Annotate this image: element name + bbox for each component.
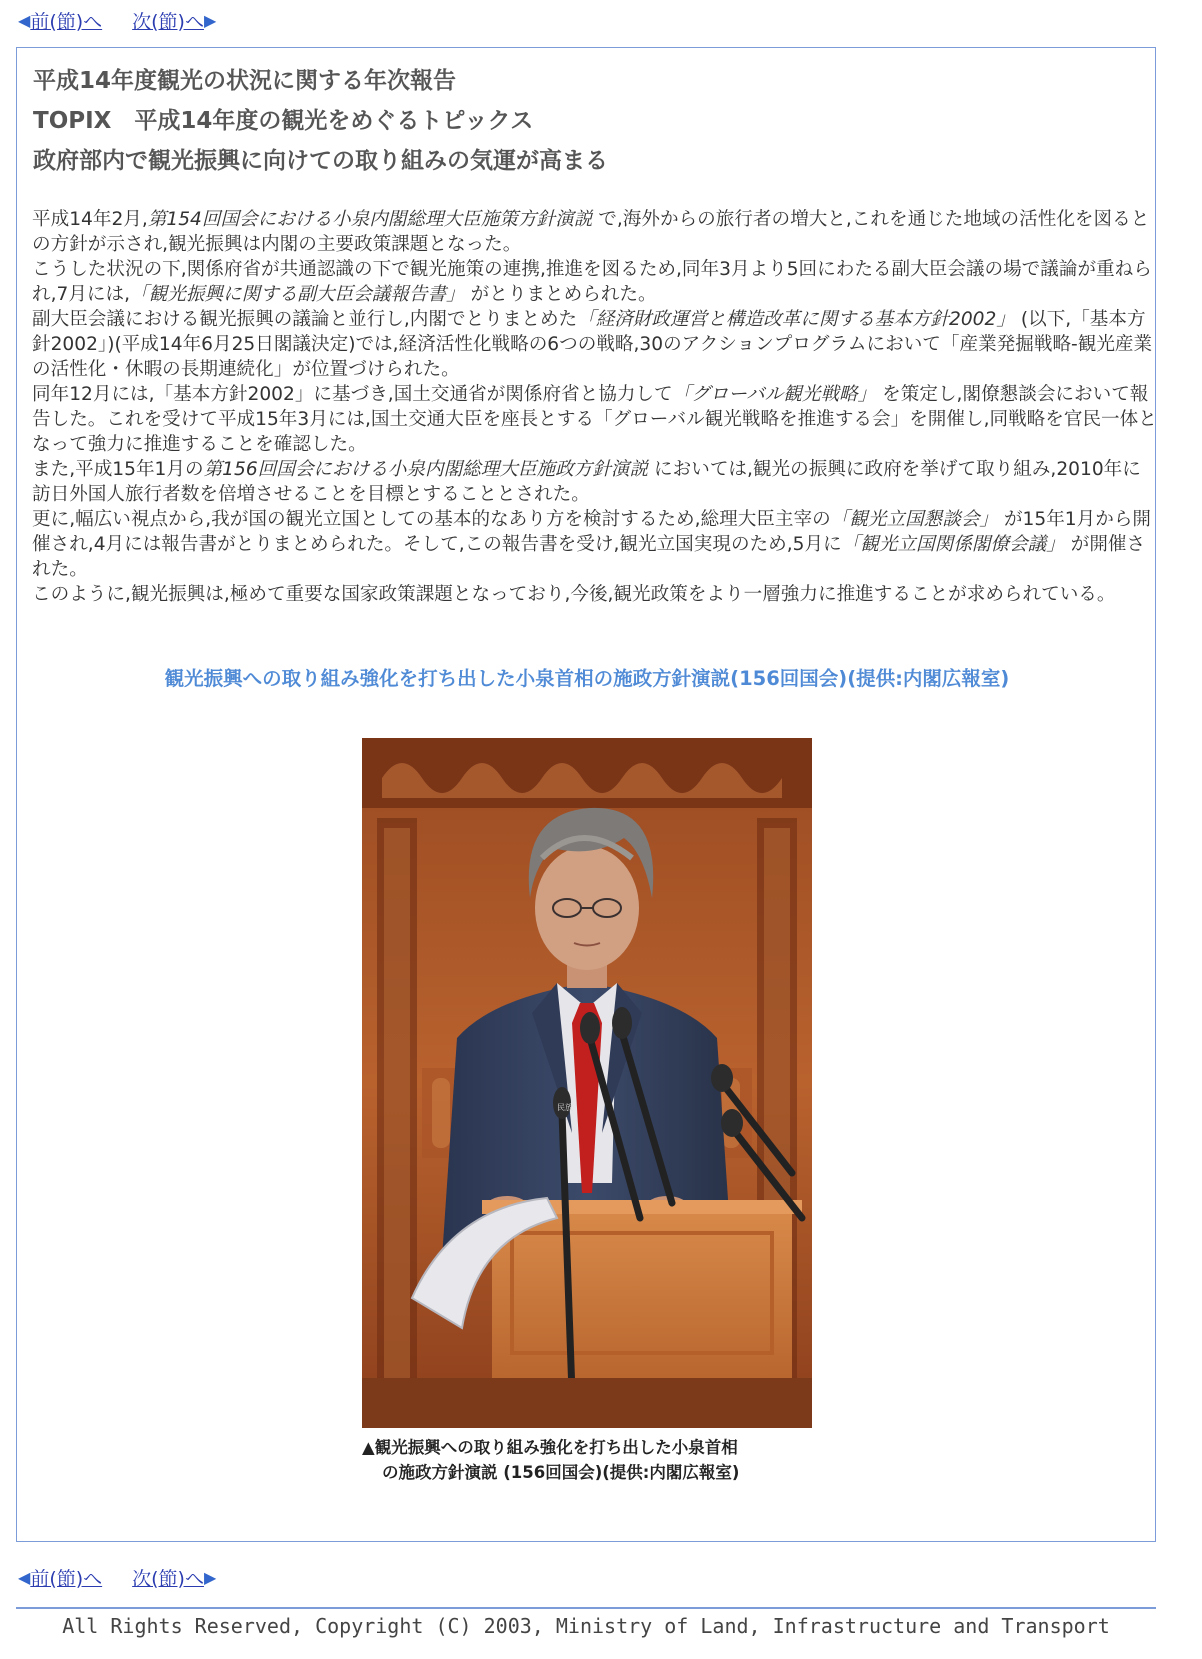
photo-illustration: [362, 738, 812, 1428]
photo-caption-line1: ▲観光振興への取り組み強化を打ち出した小泉首相: [362, 1438, 738, 1457]
triangle-left-icon: ◀: [18, 10, 31, 30]
paragraph: 同年12月には,「基本方針2002」に基づき,国土交通省が関係府省と協力して「グローバル観光戦略」 を策定し,閣僚懇談会において報告した。これを受けて平成15年3月には,国土交通大臣を座長とする「グローバル観光戦略を推進する会」を開催し,同戦略を官民一体となって強力に推進することを確認した。: [32, 384, 1157, 455]
paragraph: このように,観光振興は,極めて重要な国家政策課題となっており,今後,観光政策をより一層強力に推進することが求められている。: [32, 584, 1116, 605]
report-title: 平成14年度観光の状況に関する年次報告: [33, 68, 457, 94]
next-section-link[interactable]: 次(節)へ: [132, 1567, 204, 1590]
speech-photo: [362, 738, 812, 1428]
article-body: [32, 207, 1157, 607]
content-box: [16, 47, 1156, 1542]
prev-section-link[interactable]: 前(節)へ: [30, 10, 103, 33]
next-section-link[interactable]: 次(節)へ: [132, 10, 204, 33]
figure-title: 観光振興への取り組み強化を打ち出した小泉首相の施政方針演説(156回国会)(提供:内閣広報室): [164, 667, 1010, 690]
triangle-left-icon: ◀: [18, 1567, 31, 1587]
copyright-footer: All Rights Reserved, Copyright (C) 2003, Ministry of Land, Infrastructure and Transport: [62, 1614, 1110, 1638]
prev-section-link[interactable]: 前(節)へ: [30, 1567, 103, 1590]
paragraph: 更に,幅広い視点から,我が国の観光立国としての基本的なあり方を検討するため,総理大臣主宰の「観光立国懇談会」 が15年1月から開催され,4月には報告書がとりまとめられた。そして,この報告書を受け,観光立国実現のため,5月に「観光立国関係閣僚会議」 が開催された。: [32, 509, 1152, 580]
paragraph: 平成14年2月,第154回国会における小泉内閣総理大臣施策方針演説 で,海外からの旅行者の増大と,これを通じた地域の活性化を図るとの方針が示され,観光振興は内閣の主要政策課題となった。: [32, 209, 1150, 255]
paragraph: こうした状況の下,関係府省が共通認識の下で観光施策の連携,推進を図るため,同年3月より5回にわたる副大臣会議の場で議論が重ねられ,7月には,「観光振興に関する副大臣会議報告書」 がとりまとめられた。: [32, 259, 1152, 305]
topic-title: TOPIX 平成14年度の観光をめぐるトピックス: [33, 108, 534, 134]
footer-divider: [16, 1607, 1156, 1609]
paragraph: 副大臣会議における観光振興の議論と並行し,内閣でとりまとめた「経済財政運営と構造改革に関する基本方針2002」 (以下,「基本方針2002」)(平成14年6月25日閣議決定)では,経済活性化戦略の6つの戦略,30のアクションプログラムにおいて「産業発掘戦略-観光産業の活性化・休暇の長期連続化」が位置づけられた。: [32, 309, 1153, 380]
photo-caption: [362, 1435, 822, 1485]
photo-caption-line2: の施政方針演説 (156回国会)(提供:内閣広報室): [382, 1463, 740, 1482]
section-heading: 政府部内で観光振興に向けての取り組みの気運が高まる: [33, 148, 608, 174]
triangle-right-icon: ▶: [203, 10, 217, 30]
bottom-nav: [18, 1562, 216, 1592]
mic-label: 民放: [557, 1103, 573, 1112]
triangle-right-icon: ▶: [203, 1567, 217, 1587]
top-nav: [18, 5, 216, 35]
paragraph: また,平成15年1月の第156回国会における小泉内閣総理大臣施政方針演説 においては,観光の振興に政府を挙げて取り組み,2010年に訪日外国人旅行者数を倍増させることを目標とすることとされた。: [32, 459, 1141, 505]
